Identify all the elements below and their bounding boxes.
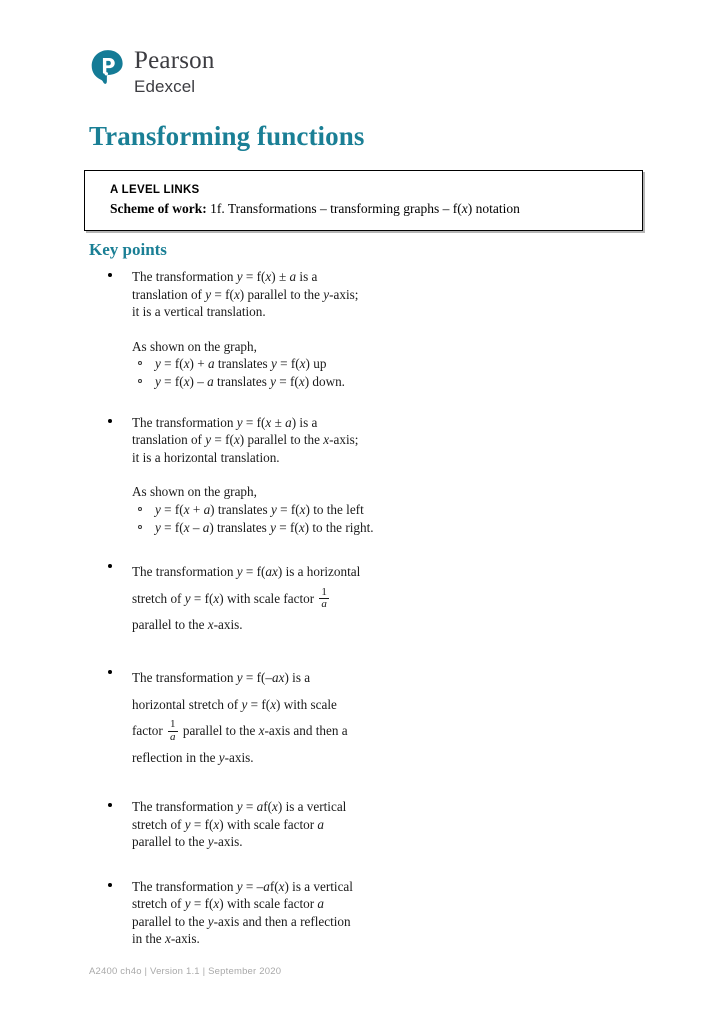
key-point-text: The transformation y = –af(x) is a vertical stretch of y = f(x) with scale factor a parallel to the y-axis and then a reflection in the x-axis. [132,878,353,947]
a-level-links-box [84,170,643,231]
fraction-one-over-a: $\frac{1}{a}$ [321,585,327,611]
sub-list-item: y = f(x + a) translates y = f(x) to the left [132,501,484,519]
as-shown-label: As shown on the graph, [132,484,257,500]
scheme-of-work-line [110,201,642,218]
key-point-text: The transformation y = f(–ax) is a horizontal stretch of y = f(x) with scale factor $\frac{1}{a}$ parallel to the x-axis and then a reflection in the y-axis. [132,670,348,765]
pearson-p-circle-icon [90,49,126,85]
sub-list-item: y = f(x – a) translates y = f(x) to the right. [132,519,484,537]
page-footer: A2400 ch4o | Version 1.1 | September 2020 [89,966,282,977]
key-point-item [0,798,724,851]
key-point-text: The transformation y = f(x ± a) is a translation of y = f(x) parallel to the x-axis; it is a horizontal translation. [132,414,359,465]
brand-name: Pearson [134,47,215,74]
page-title: Transforming functions [89,121,365,151]
key-point-item [0,268,724,392]
bullet-disc-icon [108,883,112,887]
sub-list-item: y = f(x) + a translates y = f(x) up [132,355,484,373]
sub-list-item: y = f(x) – a translates y = f(x) down. [132,373,484,391]
key-point-sublist [132,501,484,537]
bullet-disc-icon [108,273,112,277]
key-points-list [0,268,724,948]
key-point-sublist [132,355,484,391]
key-point-text: The transformation y = f(x) ± a is a translation of y = f(x) parallel to the y-axis; it is a vertical translation. [132,269,359,320]
key-point-item [0,559,724,638]
key-point-text: The transformation y = f(ax) is a horizontal stretch of y = f(x) with scale factor $\frac{1}{a}$ parallel to the x-axis. [132,564,361,633]
bullet-disc-icon [108,670,112,674]
key-point-item [0,414,724,538]
brand-subname: Edexcel [134,77,196,96]
bullet-circle-icon [138,507,142,511]
pearson-edexcel-logo [90,48,215,95]
key-point-text: The transformation y = af(x) is a vertical stretch of y = f(x) with scale factor a parallel to the y-axis. [132,799,347,850]
as-shown-label: As shown on the graph, [132,338,257,354]
bullet-disc-icon [108,564,112,568]
bullet-disc-icon [108,419,112,423]
key-points-heading: Key points [89,240,167,259]
bullet-circle-icon [138,379,142,383]
scheme-of-work-value: 1f. Transformations – transforming graphs – f(x) notation [210,201,520,217]
bullet-disc-icon [108,803,112,807]
bullet-circle-icon [138,525,142,529]
scheme-of-work-label: Scheme of work: [110,201,207,217]
fraction-one-over-a: $\frac{1}{a}$ [170,718,176,743]
a-level-links-heading: A LEVEL LINKS [110,184,200,196]
key-point-item [0,665,724,771]
bullet-circle-icon [138,361,142,365]
key-point-item [0,878,724,948]
